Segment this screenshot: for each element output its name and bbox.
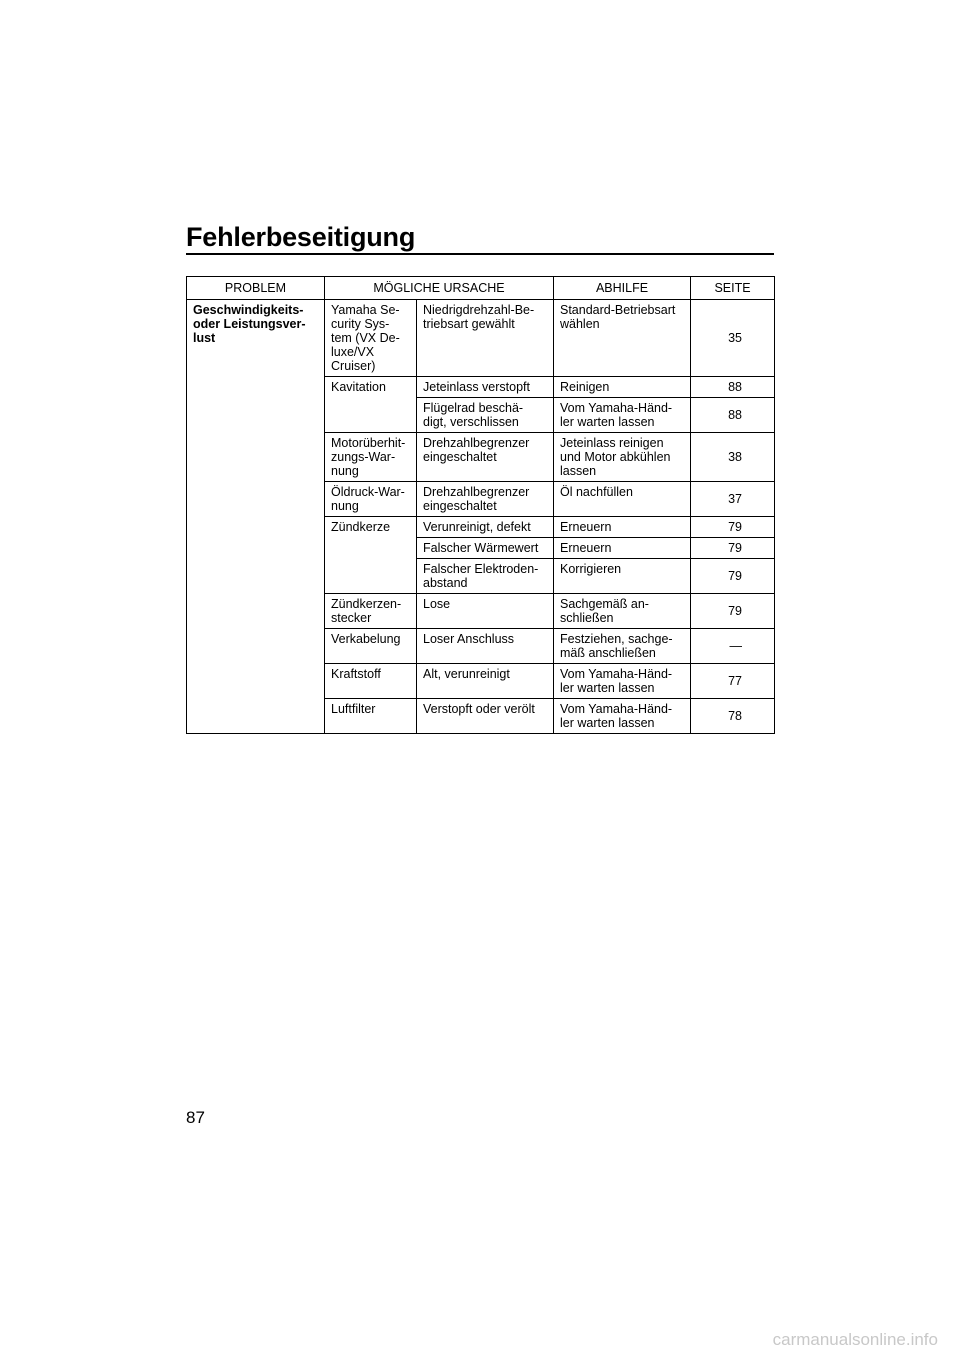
problem-cell: Geschwindigkeits- oder Leistungsver- lust <box>187 300 325 734</box>
cause-detail-cell: Falscher Wärmewert <box>417 538 554 559</box>
header-remedy: ABHILFE <box>554 277 691 300</box>
remedy-cell: Sachgemäß an- schließen <box>554 594 691 629</box>
remedy-cell: Standard-Betriebsart wählen <box>554 300 691 377</box>
remedy-cell: Erneuern <box>554 538 691 559</box>
cause-detail-cell: Drehzahlbegrenzer eingeschaltet <box>417 433 554 482</box>
cause-detail-cell: Alt, verunreinigt <box>417 664 554 699</box>
page-ref-cell: 77 <box>691 664 775 699</box>
header-cause: MÖGLICHE URSACHE <box>325 277 554 300</box>
cause-detail-cell: Flügelrad beschä- digt, verschlissen <box>417 398 554 433</box>
page-ref-cell: 78 <box>691 699 775 734</box>
page-ref-cell: 79 <box>691 538 775 559</box>
cause-cell: Kavitation <box>325 377 417 433</box>
cause-detail-cell: Loser Anschluss <box>417 629 554 664</box>
page-ref-cell: 37 <box>691 482 775 517</box>
remedy-cell: Erneuern <box>554 517 691 538</box>
cause-detail-cell: Lose <box>417 594 554 629</box>
title-rule <box>186 253 774 255</box>
remedy-cell: Festziehen, sachge- mäß anschließen <box>554 629 691 664</box>
troubleshooting-table <box>186 276 775 734</box>
page-title: Fehlerbeseitigung <box>186 222 416 252</box>
cause-cell: Öldruck-War- nung <box>325 482 417 517</box>
watermark: carmanualsonline.info <box>772 1330 938 1349</box>
cause-detail-cell: Niedrigdrehzahl-Be- triebsart gewählt <box>417 300 554 377</box>
header-page: SEITE <box>691 277 775 300</box>
cause-cell: Zündkerzen- stecker <box>325 594 417 629</box>
remedy-cell: Vom Yamaha-Händ- ler warten lassen <box>554 398 691 433</box>
table-row <box>187 300 775 377</box>
page-ref-cell: 79 <box>691 517 775 538</box>
cause-detail-cell: Falscher Elektroden- abstand <box>417 559 554 594</box>
cause-detail-cell: Verunreinigt, defekt <box>417 517 554 538</box>
header-problem: PROBLEM <box>187 277 325 300</box>
page-ref-cell: 88 <box>691 377 775 398</box>
remedy-cell: Öl nachfüllen <box>554 482 691 517</box>
cause-detail-cell: Jeteinlass verstopft <box>417 377 554 398</box>
remedy-cell: Jeteinlass reinigen und Motor abkühlen lassen <box>554 433 691 482</box>
cause-cell: Yamaha Se- curity Sys- tem (VX De- luxe/VX Cruiser) <box>325 300 417 377</box>
remedy-cell: Vom Yamaha-Händ- ler warten lassen <box>554 699 691 734</box>
cause-cell: Verkabelung <box>325 629 417 664</box>
page-ref-cell: 79 <box>691 594 775 629</box>
cause-cell: Motorüberhit- zungs-War- nung <box>325 433 417 482</box>
page-ref-cell: 88 <box>691 398 775 433</box>
page-ref-cell: 38 <box>691 433 775 482</box>
cause-cell: Zündkerze <box>325 517 417 594</box>
page-ref-cell: 79 <box>691 559 775 594</box>
remedy-cell: Reinigen <box>554 377 691 398</box>
cause-cell: Kraftstoff <box>325 664 417 699</box>
cause-detail-cell: Verstopft oder verölt <box>417 699 554 734</box>
cause-detail-cell: Drehzahlbegrenzer eingeschaltet <box>417 482 554 517</box>
table-body <box>187 300 775 734</box>
page-ref-cell: 35 <box>691 300 775 377</box>
page-ref-cell: — <box>691 629 775 664</box>
remedy-cell: Korrigieren <box>554 559 691 594</box>
cause-cell: Luftfilter <box>325 699 417 734</box>
remedy-cell: Vom Yamaha-Händ- ler warten lassen <box>554 664 691 699</box>
page-number: 87 <box>186 1108 205 1127</box>
table-header-row <box>187 277 775 300</box>
